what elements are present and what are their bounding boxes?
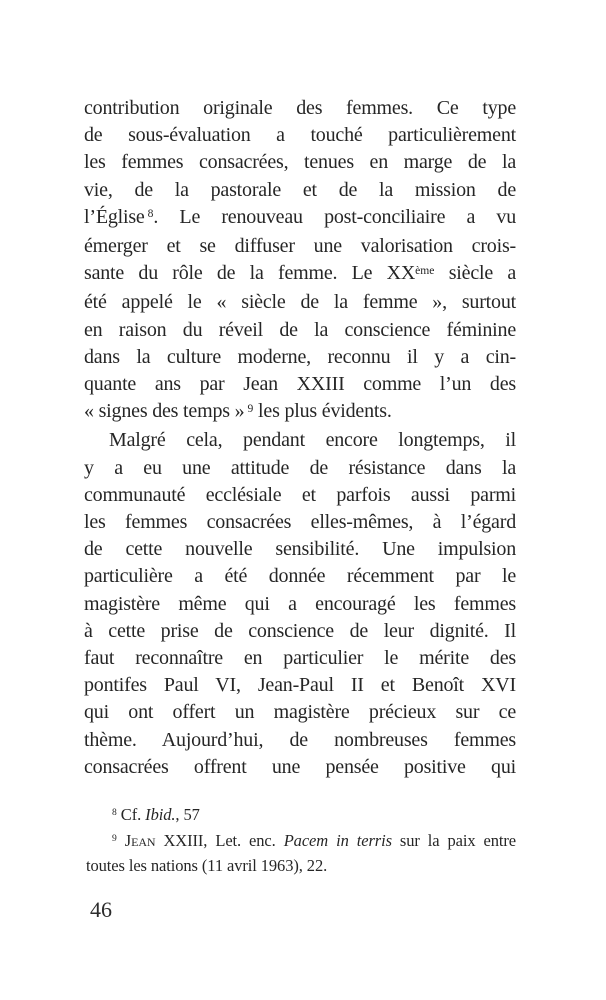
- text-segment: dans la culture moderne, reconnu il y a cin-: [84, 345, 516, 368]
- footnote-line: [86, 830, 516, 856]
- text-segment: les femmes consacrées elles-mêmes, à l’égard: [84, 511, 516, 534]
- text-segment: , 57: [175, 805, 200, 824]
- body-text-line: [84, 260, 516, 289]
- body-text-line: [84, 591, 516, 618]
- text-segment: émerger et se diffuser une valorisation crois-: [84, 235, 516, 258]
- body-text: [84, 95, 516, 781]
- text-segment: XXIII, Let. enc.: [155, 830, 284, 850]
- footnote-marker: 8: [147, 207, 154, 221]
- body-text-line: [84, 371, 516, 398]
- body-text-line: [84, 645, 516, 672]
- text-segment: thème. Aujourd’hui, de nombreuses femmes: [84, 728, 516, 751]
- text-segment: les plus évidents.: [253, 400, 392, 423]
- smallcaps-text-segment: Jean: [124, 830, 156, 850]
- text-segment: contribution originale des femmes. Ce type: [84, 97, 516, 119]
- text-segment: sur la paix entre: [391, 830, 516, 850]
- text-segment: pontifes Paul VI, Jean-Paul II et Benoît XVI: [84, 674, 516, 697]
- footnotes: [86, 804, 516, 878]
- text-segment: été appelé le « siècle de la femme », surtout: [84, 291, 516, 314]
- footnote-marker: 9: [247, 401, 254, 415]
- body-text-line: [84, 754, 516, 781]
- footnote-line: [86, 804, 516, 830]
- text-segment: [117, 831, 125, 850]
- body-text-line: [84, 149, 516, 176]
- body-text-line: [84, 398, 516, 427]
- text-segment: faut reconnaître en particulier le mérite des: [84, 647, 516, 670]
- text-segment: communauté ecclésiale et parfois aussi parmi: [84, 483, 516, 506]
- text-segment: sante du rôle de la femme. Le XX: [84, 262, 416, 285]
- body-text-line: [84, 204, 516, 233]
- text-segment: à cette prise de conscience de leur dignité. Il: [84, 619, 516, 642]
- text-segment: magistère même qui a encouragé les femmes: [84, 592, 516, 615]
- body-text-line: [84, 727, 516, 754]
- body-text-line: [84, 536, 516, 563]
- text-segment: l’Église: [84, 205, 145, 228]
- italic-text-segment: Pacem in terris: [283, 830, 392, 850]
- text-segment: qui ont offert un magistère précieux sur ce: [84, 701, 516, 724]
- body-text-line: [84, 317, 516, 344]
- body-text-line: [84, 618, 516, 645]
- body-text-line: [84, 177, 516, 204]
- body-text-line: [84, 482, 516, 509]
- text-segment: de cette nouvelle sensibilité. Une impulsion: [84, 538, 516, 561]
- body-text-line: [84, 95, 516, 122]
- body-text-line: [84, 699, 516, 726]
- body-text-line: [84, 122, 516, 149]
- text-segment: . Le renouveau post-conciliaire a vu: [153, 205, 516, 228]
- footnote-marker: 8: [112, 807, 117, 819]
- body-text-line: [84, 427, 516, 454]
- text-segment: Cf.: [116, 805, 146, 824]
- footnote-marker: ème: [415, 263, 435, 277]
- text-segment: en raison du réveil de la conscience féminine: [84, 318, 516, 341]
- page-number: 46: [90, 897, 112, 922]
- text-segment: quante ans par Jean XXIII comme l’un des: [84, 373, 516, 396]
- text-segment: consacrées offrent une pensée positive qui: [84, 755, 516, 778]
- text-segment: les femmes consacrées, tenues en marge de la: [84, 151, 516, 174]
- text-segment: de sous-évaluation a touché particulièrement: [84, 124, 516, 147]
- footnote-marker: 9: [112, 832, 117, 844]
- body-text-line: [84, 233, 516, 260]
- body-text-line: [84, 289, 516, 316]
- text-segment: toutes les nations (11 avril 1963), 22.: [86, 856, 328, 875]
- text-segment: particulière a été donnée récemment par le: [84, 565, 516, 588]
- text-segment: y a eu une attitude de résistance dans la: [84, 456, 516, 479]
- body-text-line: [84, 344, 516, 371]
- body-text-line: [84, 563, 516, 590]
- footnote-line: [86, 855, 516, 878]
- body-text-line: [84, 672, 516, 699]
- text-segment: Malgré cela, pendant encore longtemps, il: [109, 429, 516, 452]
- italic-text-segment: Ibid.: [145, 805, 176, 824]
- text-segment: vie, de la pastorale et de la mission de: [84, 178, 516, 201]
- text-segment: siècle a: [434, 262, 517, 285]
- body-text-line: [84, 455, 516, 482]
- text-segment: « signes des temps »: [84, 400, 245, 423]
- body-text-line: [84, 509, 516, 536]
